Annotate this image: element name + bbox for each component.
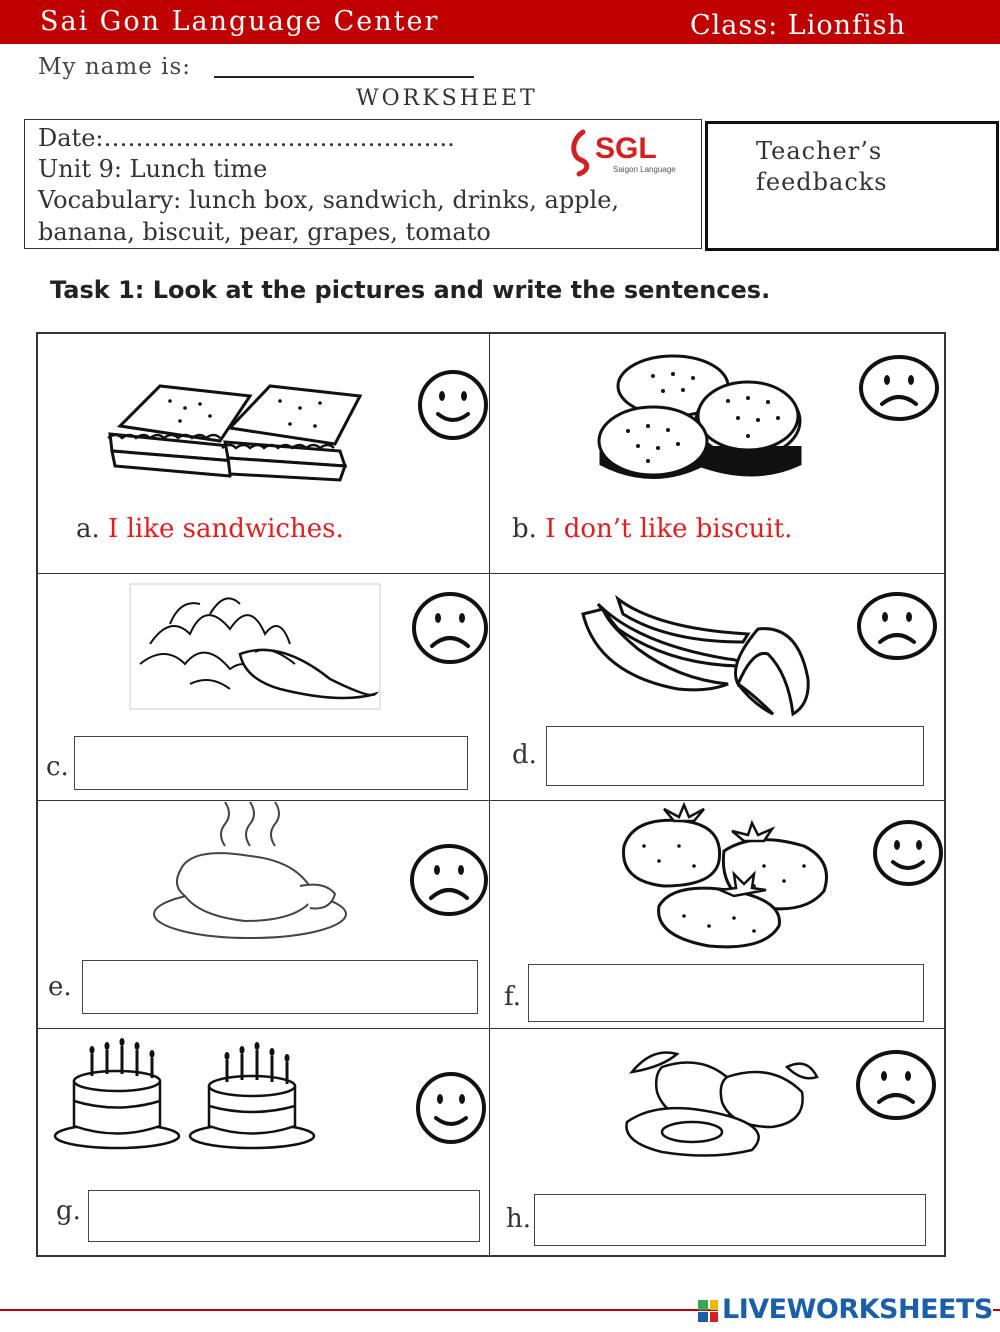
header-bar	[0, 0, 1000, 44]
sad-face-icon-b	[858, 354, 940, 422]
grid-divider-row-2	[38, 800, 944, 801]
item-d-answer-box[interactable]	[546, 726, 924, 786]
footer-brand[interactable]: LIVEWORKSHEETS	[718, 1294, 993, 1325]
item-g-answer-box[interactable]	[88, 1190, 480, 1242]
worksheet-title: WORKSHEET	[356, 86, 538, 111]
item-f-answer-box[interactable]	[528, 964, 924, 1022]
item-h-answer-box[interactable]	[534, 1194, 926, 1246]
item-c-answer-box[interactable]	[74, 736, 468, 790]
sgl-logo	[569, 126, 676, 178]
item-d-letter: d.	[512, 740, 537, 770]
center-name: Sai Gon Language Center	[40, 6, 440, 37]
liveworksheets-logo-icon	[698, 1300, 720, 1322]
sad-face-icon-d	[855, 590, 939, 662]
logo-subtext: Saigon Language	[613, 165, 676, 174]
item-a-answer: I like sandwiches.	[108, 514, 344, 544]
logo-text: SGL	[595, 132, 657, 165]
feedback-label: Teacher’s feedbacks	[756, 137, 888, 196]
unit-line: Unit 9: Lunch time	[38, 155, 268, 183]
item-e-answer-box[interactable]	[82, 960, 478, 1014]
item-c-letter: c.	[46, 752, 69, 782]
roast-chicken-picture	[150, 816, 350, 941]
task-grid	[36, 332, 946, 1257]
sad-face-icon-e	[408, 842, 490, 918]
name-label: My name is:	[38, 54, 192, 80]
item-h-letter: h.	[506, 1204, 532, 1234]
item-g-letter: g.	[56, 1196, 81, 1226]
item-a-letter: a.	[76, 514, 100, 544]
item-b-answer: I don’t like biscuit.	[545, 514, 793, 544]
item-a-label	[76, 514, 344, 544]
item-e-letter: e.	[48, 972, 72, 1002]
item-b-label	[512, 514, 792, 544]
info-box	[24, 119, 702, 249]
sandwich-picture	[90, 356, 390, 481]
vocab-line-2: banana, biscuit, pear, grapes, tomato	[38, 218, 491, 246]
item-b-letter: b.	[512, 514, 537, 544]
item-f-letter: f.	[504, 982, 521, 1012]
strawberries-picture	[614, 806, 836, 951]
sad-face-icon-h	[854, 1048, 938, 1122]
sad-face-icon-c	[410, 590, 490, 666]
bananas-picture	[578, 594, 818, 719]
class-label: Class: Lionfish	[690, 10, 906, 41]
mangoes-picture	[622, 1042, 822, 1160]
vocab-line-1: Vocabulary: lunch box, sandwich, drinks, apple,	[38, 186, 620, 214]
happy-face-icon-a	[416, 368, 490, 442]
biscuits-picture	[593, 346, 803, 491]
grid-divider-row-3	[38, 1028, 944, 1029]
name-line	[214, 76, 474, 78]
happy-face-icon-g	[414, 1070, 488, 1146]
birthday-cakes-picture	[52, 1036, 320, 1154]
feedback-box	[705, 121, 999, 251]
grid-divider-row-1	[38, 573, 944, 574]
carrot-picture	[130, 584, 380, 709]
task-title: Task 1: Look at the pictures and write the sentences.	[50, 276, 771, 304]
date-line: Date:……………………………………..	[38, 124, 455, 152]
happy-face-icon-f	[871, 818, 945, 888]
grid-divider-vertical	[489, 334, 490, 1255]
